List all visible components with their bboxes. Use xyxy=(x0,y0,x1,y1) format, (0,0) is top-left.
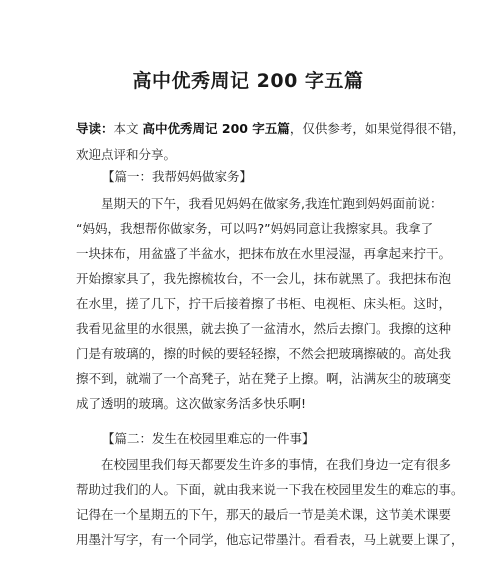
section-body-1 xyxy=(76,191,452,416)
intro-suffix-1: ，仅供参考，如果觉得很不错， xyxy=(289,121,465,136)
intro-line-2: 欢迎点评和分享。 xyxy=(76,147,177,162)
section-heading-2: 【篇二：发生在校园里难忘的一件事】 xyxy=(102,431,315,446)
body-line: 在校园里我们每天都要发生许多的事情，在我们身边一定有很多 xyxy=(101,457,452,472)
intro-label: 导读： xyxy=(76,121,114,136)
intro-prefix: 本文 xyxy=(113,121,139,136)
body-line: 门是有玻璃的，擦的时候的要轻轻擦，不然会把玻璃擦破的。高处我 xyxy=(76,346,452,361)
body-line: 在水里，搓了几下，拧干后接着擦了书柜、电视柜、床头柜。这时， xyxy=(76,296,452,311)
intro-paragraph xyxy=(76,116,465,168)
body-line: 开始擦家具了，我先擦梳妆台，不一会儿，抹布就黑了。我把抹布泡 xyxy=(76,271,452,286)
body-line: 用墨汁写字，有一个同学，他忘记带墨汁。看看表，马上就要上课了， xyxy=(76,532,464,547)
body-line: 星期天的下午，我看见妈妈在做家务,我连忙跑到妈妈面前说： xyxy=(101,196,443,211)
body-line: 一块抹布，用盆盛了半盆水，把抹布放在水里浸湿，再拿起来拧干。 xyxy=(76,246,452,261)
body-line: “妈妈，我想帮你做家务，可以吗?”妈妈同意让我擦家具。我拿了 xyxy=(76,221,434,236)
section-heading-1: 【篇一：我帮妈妈做家务】 xyxy=(102,169,253,184)
body-line: 成了透明的玻璃。这次做家务活多快乐啊! xyxy=(76,396,307,411)
body-line: 记得在一个星期五的下午，那天的最后一节是美术课，这节美术课要 xyxy=(76,507,452,522)
body-line: 帮助过我们的人。下面，就由我来说一下我在校园里发生的难忘的事。 xyxy=(76,482,464,497)
document-title: 高中优秀周记 200 字五篇 xyxy=(132,70,364,92)
intro-bold-title: 高中优秀周记 200 字五篇 xyxy=(142,121,290,136)
body-line: 我看见盆里的水很黑，就去换了一盆清水，然后去擦门。我擦的这种 xyxy=(76,321,452,336)
section-body-2 xyxy=(76,452,464,552)
body-line: 擦不到，就端了一个高凳子，站在凳子上擦。啊，沾满灰尘的玻璃变 xyxy=(76,371,452,386)
intro-line-1 xyxy=(76,116,465,142)
